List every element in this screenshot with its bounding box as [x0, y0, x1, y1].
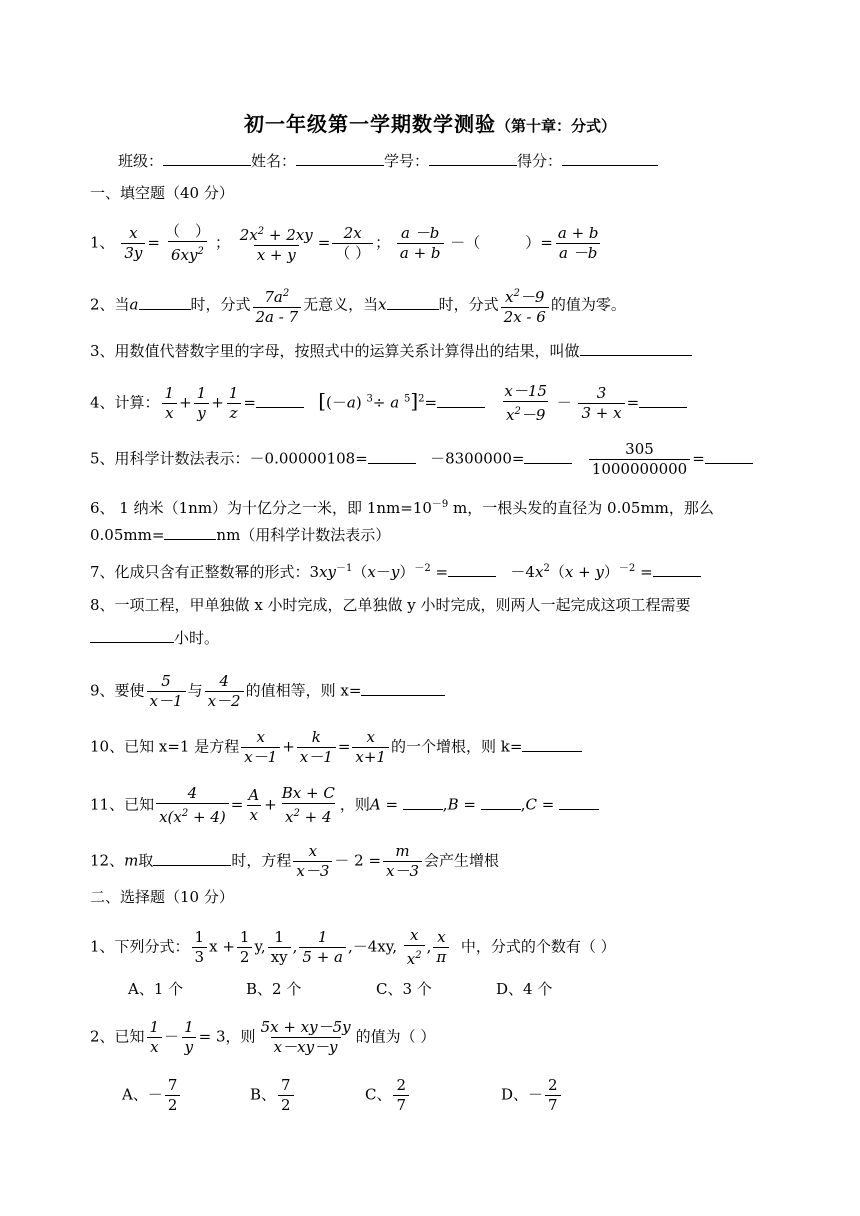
score-blank[interactable] — [562, 150, 658, 166]
q2-text: 2、当 — [90, 295, 130, 314]
answer-blank[interactable] — [448, 561, 496, 577]
fraction: $\frac{2x^2 + 2xy}{x + y}$ — [239, 226, 313, 264]
fraction: $\frac{Bx + C}{x^2 + 4}$ — [281, 784, 335, 826]
q12-text: 取 — [138, 851, 154, 870]
q11-text: ，则 — [339, 795, 370, 814]
fraction: $\frac{x}{x+1}$ — [352, 728, 389, 767]
option-label: B、 — [250, 1085, 277, 1104]
q5-value-1: －0.00000108= — [249, 449, 368, 468]
fraction: $\frac{a + b}{a -b}$ — [557, 224, 599, 262]
question-7: 7、化成只含有正整数幂的形式：$3xy^{-1}(x-y)^{-2}$ = $-4x^2(x + y)^{-2}$ = — [90, 558, 701, 583]
fraction: $\frac{1}{z}$ — [226, 384, 242, 423]
q6-text: 0.05mm= — [90, 526, 165, 544]
q7-label: 7、化成只含有正整数幂的形式： — [90, 563, 310, 581]
fraction: $\frac{4}{x(x^2 + 4)}$ — [156, 784, 229, 827]
fraction: $\frac{1}{5 + a}$ — [299, 928, 346, 967]
fraction: $\frac{3}{3 + x}$ — [578, 384, 624, 423]
fraction: $\frac{x-15}{x^2-9}$ — [504, 382, 547, 424]
choice-question-1: 1、下列分式： $\frac{1}{3}$ x + $\frac{1}{2}$ y, $\frac{1}{xy}$ , $\frac{1}{5 + a}$ ,－4xy, $\frac{x}{x^2}$ , $\frac{x}{\pi}$ 中，分式的个数有（ ） — [90, 926, 616, 968]
answer-blank[interactable] — [368, 448, 416, 464]
q9-text: 与 — [187, 681, 203, 700]
fraction: $\frac{1}{y}$ — [194, 384, 210, 423]
q6-text: m，一根头发的直径为 0.05mm，那么 — [448, 499, 714, 517]
answer-blank[interactable] — [90, 627, 174, 643]
fraction: $\frac{x}{x-3}$ — [293, 842, 332, 881]
c2-text: 的值为（ ） — [355, 1027, 436, 1046]
answer-blank[interactable] — [361, 680, 445, 696]
q6-text: nm（用科学计数法表示） — [216, 526, 391, 544]
fraction: $\frac{2}{7}$ — [545, 1076, 561, 1115]
c2-text: ，则 — [225, 1027, 256, 1046]
fraction-blank[interactable]: $\frac{( )}{6xy^2}$ — [164, 222, 210, 264]
question-4: 4、计算： $\frac{1}{x}$ + $\frac{1}{y}$ + $\frac{1}{z}$ = [(－a) $^3$÷ a $^5$]$^2$= $\frac{x-15}{x^2-9}$ － $\frac{3}{3 + x}$ = — [90, 382, 687, 425]
q12-text: 12、 — [90, 851, 125, 870]
q9-text: 的值相等，则 x= — [245, 681, 362, 700]
q5-value-2: －8300000= — [430, 449, 525, 468]
q2-text: 时，分式 — [438, 295, 499, 314]
answer-blank[interactable] — [153, 850, 231, 866]
fraction: $\frac{1}{2}$ — [237, 928, 253, 967]
fraction: $\frac{1}{y}$ — [181, 1018, 197, 1057]
number-label: 学号： — [384, 152, 430, 170]
fraction: $\frac{x}{x-1}$ — [241, 728, 280, 767]
answer-blank[interactable] — [524, 448, 572, 464]
q12-text: 时，方程 — [231, 851, 292, 870]
page-title — [0, 108, 860, 137]
q3-text: 3、用数值代替数字里的字母，按照式中的运算关系计算得出的结果，叫做 — [90, 342, 580, 360]
option-b[interactable] — [250, 1076, 365, 1115]
c1-text: 1、下列分式： — [90, 937, 190, 956]
q2-text: 时，分式 — [190, 295, 251, 314]
q9-text: 9、要使 — [90, 681, 145, 700]
q6-text: 6、 1 纳米（1nm）为十亿分之一米，即 1nm=10 — [90, 499, 432, 517]
answer-blank[interactable] — [653, 561, 701, 577]
class-blank[interactable] — [163, 150, 251, 166]
answer-blank[interactable] — [705, 448, 753, 464]
title-sub: （第十章：分式） — [495, 117, 616, 135]
fraction: $\frac{1}{xy}$ — [268, 928, 291, 967]
fraction — [589, 440, 690, 479]
option-a[interactable]: A、－ $\frac{7}{2}$ — [122, 1076, 250, 1115]
answer-blank[interactable] — [403, 794, 443, 810]
answer-blank[interactable] — [139, 294, 191, 310]
question-8-line-1: 8、一项工程，甲单独做 x 小时完成，乙单独做 y 小时完成，则两人一起完成这项工程需要 — [90, 596, 691, 614]
question-8-line-2 — [90, 627, 219, 649]
fraction: $\frac{a -b}{a + b}$ — [397, 224, 444, 263]
answer-blank[interactable] — [522, 736, 582, 752]
q5-label: 5、用科学计数法表示： — [90, 449, 250, 468]
fraction: $\frac{4}{x-2}$ — [205, 672, 244, 711]
option-c[interactable]: C、3 个 — [376, 980, 432, 998]
fraction-blank[interactable]: $\frac{2x}{( )}$ — [332, 224, 373, 263]
c2-options — [122, 1076, 581, 1115]
option-label: C、 — [365, 1085, 392, 1104]
q5-numerator: 305 — [625, 440, 654, 458]
fraction: $\frac{1}{3}$ — [192, 928, 208, 967]
name-blank[interactable] — [296, 150, 384, 166]
fraction: $\frac{m}{x-3}$ — [383, 842, 422, 881]
q10-text: 的一个增根，则 k= — [390, 737, 523, 756]
fraction: $\frac{5x + xy-5y}{x-xy-y}$ — [260, 1018, 351, 1056]
question-2: 2、当a 时，分式 $\frac{7a^2}{2a - 7}$ 无意义，当x 时，分式 $\frac{x^2-9}{2x - 6}$ 的值为零。 — [90, 284, 626, 327]
c1-text: 中，分式的个数有（ ） — [460, 937, 616, 956]
question-10: 10、已知 x=1 是方程 $\frac{x}{x-1}$ + $\frac{k}{x-1}$ = $\frac{x}{x+1}$ 的一个增根，则 k= — [90, 728, 582, 767]
option-label: A、 — [122, 1085, 148, 1104]
answer-blank[interactable] — [164, 524, 216, 540]
title-main: 初一年级第一学期数学测验 — [243, 112, 496, 136]
option-d[interactable]: D、4 个 — [496, 980, 553, 998]
question-1: 1、 $\frac{x}{3y}$ = $\frac{( )}{6xy^2}$ ； $\frac{2x^2 + 2xy}{x + y}$ = $\frac{2x}{( )}$ ； $\frac{a -b}{a + b}$ －（ ）= $\frac{a + b}{a -b}$ — [90, 222, 604, 265]
q12-text: 会产生增根 — [424, 851, 500, 870]
option-label: D、 — [501, 1085, 529, 1104]
q4-label: 4、计算： — [90, 393, 160, 412]
fraction: $\frac{x}{3y}$ — [121, 224, 145, 263]
c1-options — [128, 978, 576, 1000]
answer-blank[interactable] — [387, 294, 439, 310]
answer-blank[interactable] — [437, 392, 485, 408]
option-d[interactable]: D、－ $\frac{2}{7}$ — [501, 1076, 581, 1115]
score-label: 得分： — [517, 152, 563, 170]
answer-blank[interactable] — [559, 794, 599, 810]
student-info-row — [118, 150, 658, 172]
fraction: $\frac{A}{x}$ — [248, 786, 260, 824]
answer-blank[interactable] — [639, 392, 687, 408]
q8-text: 小时。 — [174, 629, 220, 647]
section-choice-heading: 二、选择题（10 分） — [90, 888, 234, 906]
question-6-line-1 — [90, 494, 714, 519]
fraction: $\frac{x}{x^2}$ — [404, 926, 425, 969]
fraction: $\frac{1}{x}$ — [147, 1018, 163, 1057]
q5-denominator: 1000000000 — [589, 459, 690, 479]
q11-text: 11、已知 — [90, 795, 155, 814]
answer-blank[interactable] — [256, 392, 304, 408]
q1-number: 1、 — [90, 233, 115, 252]
section-fill-heading: 一、填空题（40 分） — [90, 184, 234, 202]
fraction: $\frac{k}{x-1}$ — [297, 728, 336, 767]
question-3 — [90, 340, 692, 362]
q6-exponent: －9 — [431, 499, 449, 510]
fraction: $\frac{1}{x}$ — [162, 384, 178, 423]
question-12: 12、m取 时，方程 $\frac{x}{x-3}$ － 2 = $\frac{m}{x-3}$ 会产生增根 — [90, 842, 500, 880]
fraction: $\frac{x^2-9}{2x - 6}$ — [501, 284, 549, 327]
class-label: 班级： — [118, 152, 164, 170]
answer-blank[interactable] — [580, 340, 692, 356]
q2-text: 无意义，当 — [303, 295, 379, 314]
fraction: $\frac{5}{x-1}$ — [147, 672, 186, 711]
fraction: $\frac{7}{2}$ — [165, 1076, 181, 1115]
q2-text: 的值为零。 — [550, 295, 626, 314]
question-9 — [90, 672, 445, 711]
name-label: 姓名： — [251, 152, 297, 170]
fraction: $\frac{7}{2}$ — [278, 1076, 294, 1115]
q10-text: 10、已知 x=1 是方程 — [90, 737, 240, 756]
fraction: $\frac{x}{\pi}$ — [433, 928, 449, 967]
option-a[interactable]: A、1 个 — [128, 980, 184, 998]
fraction: $\frac{7a^2}{2a - 7}$ — [253, 284, 302, 327]
choice-question-2: 2、已知 $\frac{1}{x}$ － $\frac{1}{y}$ = 3，则 $\frac{5x + xy-5y}{x-xy-y}$ 的值为（ ） — [90, 1018, 436, 1056]
fraction: $\frac{2}{7}$ — [393, 1076, 409, 1115]
number-blank[interactable] — [429, 150, 517, 166]
option-c[interactable] — [365, 1076, 501, 1115]
question-5: 5、用科学计数法表示：－0.00000108= －8300000= $\frac{305}{1000000000}$ = — [90, 440, 753, 479]
option-b[interactable]: B、2 个 — [246, 980, 302, 998]
question-6-line-2 — [90, 524, 390, 546]
q12-var: m — [124, 851, 139, 870]
c2-text: 2、已知 — [90, 1027, 145, 1046]
question-11: 11、已知 $\frac{4}{x(x^2 + 4)}$ = $\frac{A}{x}$ + $\frac{Bx + C}{x^2 + 4}$ ，则A = ,B = ,C = — [90, 784, 599, 827]
answer-blank[interactable] — [481, 794, 521, 810]
